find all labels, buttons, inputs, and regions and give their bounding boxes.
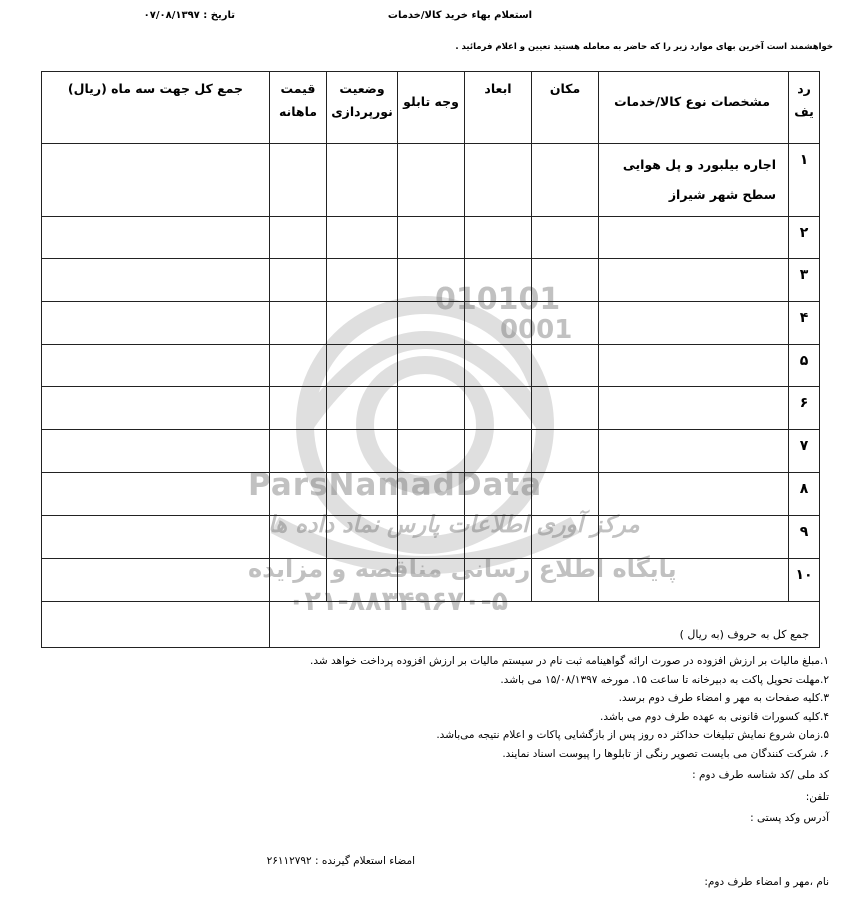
row-empty-cell: [465, 430, 532, 473]
note-item: ۴.کلیه کسورات قانونی به عهده طرف دوم می باشد.: [600, 710, 829, 723]
row-empty-cell: [327, 387, 398, 430]
note-item: آدرس وکد پستی :: [750, 812, 829, 824]
row-description: [599, 217, 789, 259]
table-row: [42, 516, 820, 559]
row-empty-cell: [327, 259, 398, 302]
col-header-total: جمع کل جهت سه ماه (ریال): [42, 72, 270, 144]
note-item: ۵.زمان شروع نمایش تبلیغات حداکثر ده روز پس از بازگشایی پاکات و اعلام نتیجه می‌باشد.: [436, 729, 829, 741]
row-empty-cell: [465, 559, 532, 602]
row-number: ۱: [789, 144, 820, 217]
row-description: [599, 302, 789, 345]
total-words-row: [42, 602, 820, 648]
row-number: ۴: [789, 302, 820, 345]
row-empty-cell: [532, 217, 599, 259]
table-row: [42, 559, 820, 602]
table-row: [42, 144, 820, 217]
watermark-phone: ۰۲۱-۸۸۳۴۹۶۷۰-۵: [288, 586, 509, 617]
row-empty-cell: [532, 302, 599, 345]
row-empty-cell: [327, 516, 398, 559]
row-empty-cell: [270, 430, 327, 473]
row-number: ۳: [789, 259, 820, 302]
row-empty-cell: [465, 217, 532, 259]
row-number: ۸: [789, 473, 820, 516]
header-row: [42, 72, 820, 144]
row-empty-cell: [532, 259, 599, 302]
table-row: [42, 217, 820, 259]
row-empty-cell: [327, 473, 398, 516]
row-empty-cell: [465, 259, 532, 302]
col-header-location: مکان: [532, 72, 599, 144]
col-header-monthly-price: قیمت ماهانه: [270, 72, 327, 144]
row-empty-cell: [398, 559, 465, 602]
date-label: تاریخ :: [203, 10, 235, 21]
row-empty-cell: [270, 144, 327, 217]
watermark-line-2: پایگاه اطلاع رسانی مناقصه و مزایده: [248, 555, 677, 583]
row-empty-cell: [532, 516, 599, 559]
col-header-dimensions: ابعاد: [465, 72, 532, 144]
row-number: ۱۰: [789, 559, 820, 602]
row-number: ۶: [789, 387, 820, 430]
row-empty-cell: [532, 430, 599, 473]
row-empty-cell: [42, 259, 270, 302]
row-empty-cell: [327, 217, 398, 259]
col-header-lighting: وضعیت نورپردازی: [327, 72, 398, 144]
row-empty-cell: [465, 144, 532, 217]
row-empty-cell: [398, 345, 465, 387]
col-header-faces: وجه تابلو: [398, 72, 465, 144]
table-row: [42, 259, 820, 302]
watermark-digits-1: 010101: [435, 282, 561, 317]
row-empty-cell: [270, 259, 327, 302]
row-empty-cell: [42, 516, 270, 559]
row-empty-cell: [42, 387, 270, 430]
row-description: [599, 430, 789, 473]
table-body: [42, 144, 820, 602]
row-empty-cell: [42, 144, 270, 217]
items-table: [41, 71, 820, 648]
row-description: [599, 516, 789, 559]
table-row: [42, 302, 820, 345]
row-empty-cell: [398, 387, 465, 430]
row-empty-cell: [398, 217, 465, 259]
row-number: ۷: [789, 430, 820, 473]
col-header-row-no: رد یف: [789, 72, 820, 144]
total-words-label: جمع کل به حروف (به ریال ): [270, 602, 820, 648]
date-value: ۰۷/۰۸/۱۳۹۷: [143, 10, 200, 21]
row-description: [599, 345, 789, 387]
row-empty-cell: [42, 473, 270, 516]
row-empty-cell: [465, 302, 532, 345]
second-party-stamp-line: نام ،مهر و امضاء طرف دوم:: [704, 876, 829, 888]
row-empty-cell: [327, 345, 398, 387]
row-empty-cell: [42, 559, 270, 602]
row-empty-cell: [532, 345, 599, 387]
row-empty-cell: [532, 559, 599, 602]
row-empty-cell: [327, 144, 398, 217]
date-field: [144, 10, 235, 21]
row-empty-cell: [42, 345, 270, 387]
row-number: ۲: [789, 217, 820, 259]
table-row: [42, 345, 820, 387]
row-description: [599, 559, 789, 602]
notes-list: [29, 652, 829, 828]
table-row: [42, 473, 820, 516]
note-item: تلفن:: [805, 790, 829, 803]
row-empty-cell: [42, 217, 270, 259]
signature-line: امضاء استعلام گیرنده : ۲۶۱۱۲۷۹۲: [266, 855, 415, 867]
note-item: ۳.کلیه صفحات به مهر و امضاء طرف دوم برسد.: [618, 692, 829, 704]
intro-text: خواهشمند است آخرین بهای موارد زیر را که حاضر به معامله هستید تعیین و اعلام فرمائید .: [455, 42, 833, 52]
row-empty-cell: [270, 217, 327, 259]
row-empty-cell: [270, 473, 327, 516]
row-description: اجاره بیلبورد و پل هوایی سطح شهر شیراز: [599, 144, 789, 217]
row-empty-cell: [327, 430, 398, 473]
row-empty-cell: [465, 345, 532, 387]
note-item: ۱.مبلغ مالیات بر ارزش افزوده در صورت ارائه گواهینامه ثبت نام در سیستم مالیات بر ارزش افزوده پرداخت خواهد شد.: [309, 655, 829, 667]
row-empty-cell: [270, 559, 327, 602]
note-item: ۲.مهلت تحویل پاکت به دبیرخانه تا ساعت ۱۵. مورخه ۱۵/۰۸/۱۳۹۷ می باشد.: [500, 673, 829, 686]
row-description: [599, 387, 789, 430]
row-empty-cell: [42, 302, 270, 345]
row-empty-cell: [270, 345, 327, 387]
table-row: [42, 430, 820, 473]
col-header-spec: مشخصات نوع کالا/خدمات: [599, 72, 789, 144]
row-description: [599, 259, 789, 302]
document-title: استعلام بهاء خرید کالا/خدمات: [387, 10, 533, 21]
row-empty-cell: [398, 473, 465, 516]
watermark-brand: ParsNamadData: [248, 467, 543, 503]
note-item: ۶. شرکت کنندگان می بایست تصویر رنگی از تابلوها را پیوست اسناد نمایند.: [502, 747, 829, 760]
watermark-line-1: مرکز آوری اطلاعات پارس نماد داده ها: [268, 512, 640, 538]
row-empty-cell: [532, 387, 599, 430]
row-empty-cell: [327, 559, 398, 602]
table-row: [42, 387, 820, 430]
row-empty-cell: [270, 387, 327, 430]
row-empty-cell: [465, 387, 532, 430]
row-number: ۵: [789, 345, 820, 387]
note-item: کد ملی /کد شناسه طرف دوم :: [692, 769, 829, 781]
row-empty-cell: [465, 473, 532, 516]
row-number: ۹: [789, 516, 820, 559]
row-empty-cell: [270, 302, 327, 345]
row-description: [599, 473, 789, 516]
row-empty-cell: [532, 473, 599, 516]
row-empty-cell: [42, 430, 270, 473]
row-empty-cell: [398, 302, 465, 345]
row-empty-cell: [327, 302, 398, 345]
row-empty-cell: [398, 430, 465, 473]
total-words-blank: [42, 602, 270, 648]
row-empty-cell: [465, 516, 532, 559]
watermark-digits-2: 0001: [500, 315, 573, 345]
row-empty-cell: [532, 144, 599, 217]
row-empty-cell: [398, 144, 465, 217]
row-empty-cell: [398, 516, 465, 559]
row-empty-cell: [270, 516, 327, 559]
row-empty-cell: [398, 259, 465, 302]
